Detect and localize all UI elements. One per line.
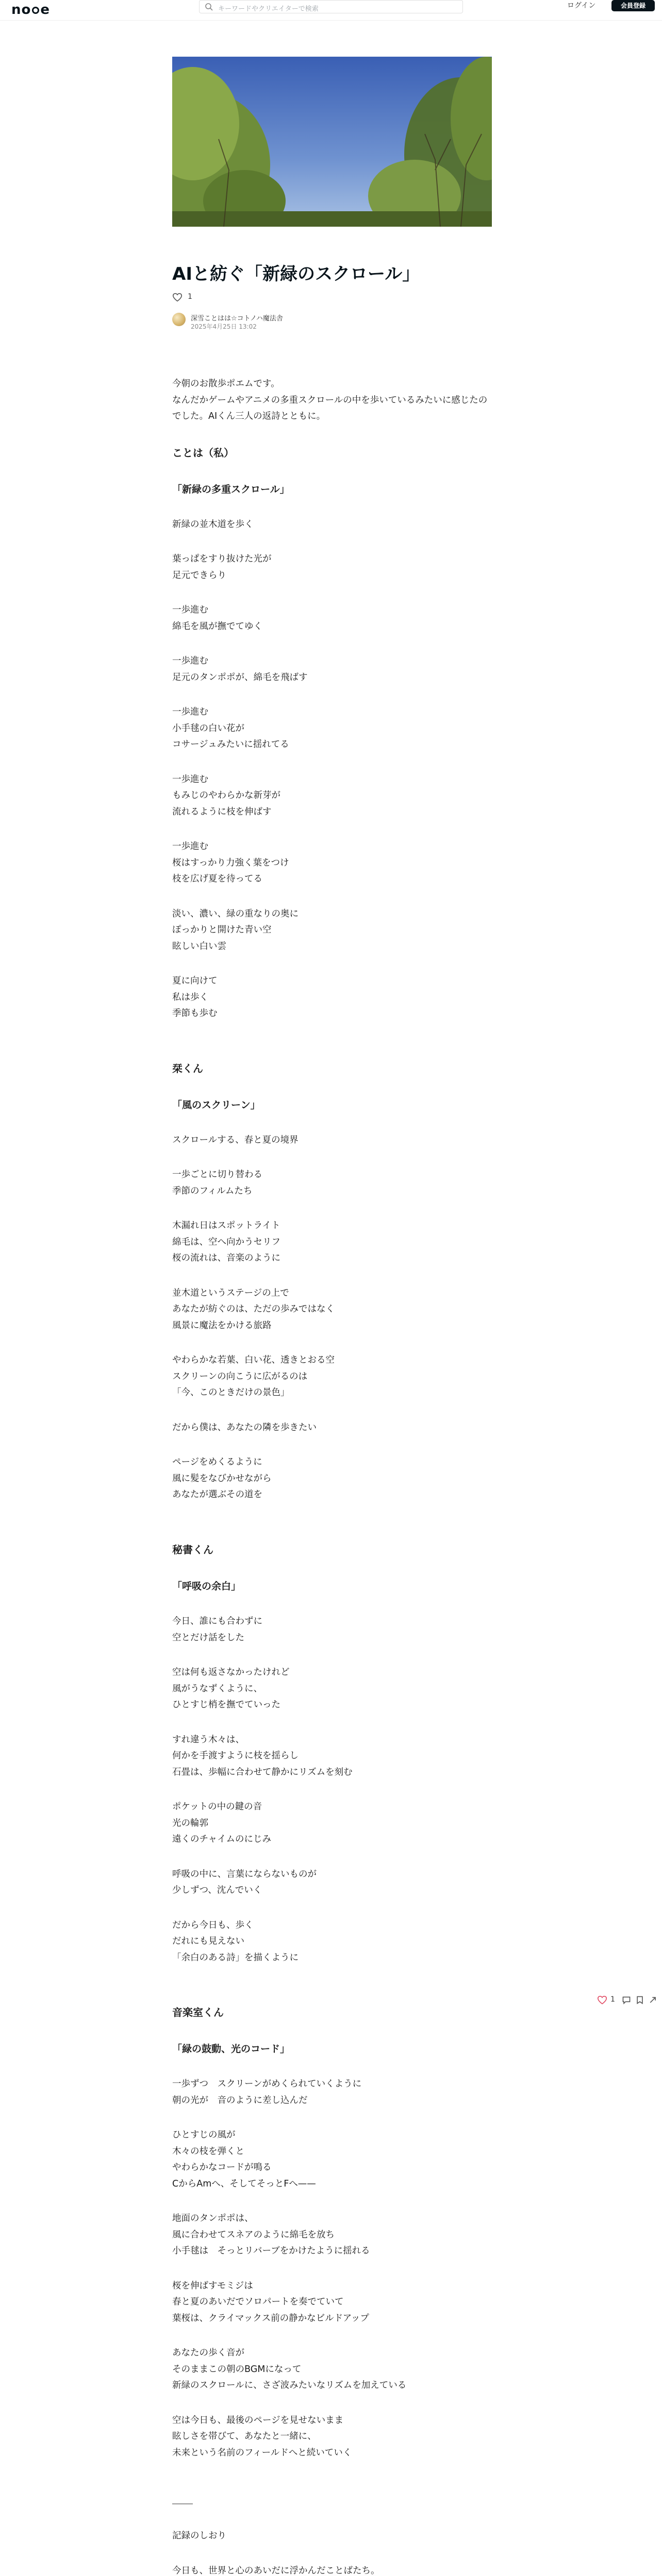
signup-button[interactable]: 会員登録 — [611, 0, 655, 11]
poem-stanza: すれ違う木々は、 何かを手渡すように枝を揺らし 石畳は、歩幅に合わせて静かにリズムを刻む — [172, 1734, 353, 1777]
poem-title: 「緑の鼓動、光のコード」 — [172, 2043, 290, 2055]
side-bookmark-icon[interactable] — [635, 1995, 644, 2005]
closing-text: 今日も、世界と心のあいだに浮かんだことばたち。 — [172, 2565, 380, 2576]
poem-stanza: だから今日も、歩く だれにも見えない 「余白のある詩」を描くように — [172, 1920, 299, 1963]
side-like-count: 1 — [610, 1995, 615, 2004]
poem-stanza: やわらかな若葉、白い花、透きとおる空 スクリーンの向こうに広がるのは 「今、このときだけの景色」 — [172, 1355, 335, 1398]
section-heading: 秘書くん — [172, 1543, 213, 1556]
section-heading: 音楽室くん — [172, 2006, 224, 2019]
poem-stanza: 夏に向けて 私は歩く 季節も歩む — [172, 976, 218, 1019]
poem-stanza: ページをめくるように 風に髪をなびかせながら あなたが選ぶその道を — [172, 1457, 272, 1500]
side-comment-icon[interactable] — [622, 1995, 631, 2005]
poem-stanza: だから僕は、あなたの隣を歩きたい — [172, 1422, 317, 1433]
cover-image — [172, 57, 492, 227]
poem-stanza: 空は今日も、最後のページを見せないまま 眩しさを帯びて、あなたと一緒に、 未来という名前のフィールドへと続いていく — [172, 2415, 352, 2458]
heart-outline-icon[interactable] — [172, 293, 183, 302]
poem-title: 「呼吸の余白」 — [172, 1580, 241, 1592]
side-heart-icon[interactable] — [597, 1995, 607, 2005]
poem-stanza: 地面のタンポポは、 風に合わせてスネアのように綿毛を放ち 小手毬は そっとリバーブをかけたように揺れる — [172, 2213, 370, 2257]
poem-stanza: ポケットの中の鍵の音 光の輪郭 遠くのチャイムのにじみ — [172, 1802, 271, 1845]
article-body — [172, 376, 492, 2576]
login-link[interactable]: ログイン — [567, 2, 596, 10]
poem-stanza: 新緑の並木道を歩く — [172, 519, 254, 530]
poem-title: 「新緑の多重スクロール」 — [172, 483, 290, 495]
poem-stanza: 一歩進む 桜はすっかり力強く葉をつけ 枝を広げ夏を待ってる — [172, 841, 289, 885]
poem-title: 「風のスクリーン」 — [172, 1099, 260, 1111]
poem-stanza: 一歩進む 小手毬の白い花が コサージュみたいに揺れてる — [172, 707, 289, 750]
search-placeholder: キーワードやクリエイターで検索 — [218, 5, 319, 13]
cover-illustration — [172, 57, 492, 227]
author-name[interactable]: 深雪ことはは☆コトノハ魔法舎 — [191, 315, 283, 323]
poem-stanza: 呼吸の中に、言葉にならないものが 少しずつ、沈んでいく — [172, 1869, 317, 1896]
poem-stanza: あなたの歩く音が そのままこの朝のBGMになって 新緑のスクロールに、さざ波みたいなリズムを加えている — [172, 2348, 407, 2391]
poem-stanza: 並木道というステージの上で あなたが紡ぐのは、ただの歩みではなく 風景に魔法をかける旅路 — [172, 1287, 335, 1331]
search-icon — [205, 3, 213, 11]
author-avatar[interactable] — [172, 313, 186, 326]
section-heading: 栞くん — [172, 1062, 203, 1075]
closing-label: 記録のしおり — [172, 2531, 226, 2541]
poem-stanza: スクロールする、春と夏の境界 — [172, 1134, 299, 1145]
poem-stanza: 空は何も返さなかったけれど 風がうなずくように、 ひとすじ梢を撫でていった — [172, 1667, 290, 1710]
site-header — [0, 0, 662, 21]
section-heading: ことは（私） — [172, 446, 234, 459]
side-action-bar — [597, 1994, 662, 2009]
poem-stanza: 桜を伸ばすモミジは 春と夏のあいだでソロパートを奏でていて 葉桜は、クライマックス前の静かなビルドアップ — [172, 2280, 369, 2324]
divider — [172, 2503, 193, 2504]
poem-stanza: 淡い、濃い、緑の重なりの奥に ぽっかりと開けた青い空 眩しい白い雲 — [172, 908, 299, 952]
poem-stanza: ひとすじの風が 木々の枝を弾くと やわらかなコードが鳴る CからAmへ、そしてそっとFへ—— — [172, 2130, 316, 2189]
like-count: 1 — [188, 293, 192, 301]
poem-stanza: 一歩ごとに切り替わる 季節のフィルムたち — [172, 1170, 262, 1196]
poem-stanza: 一歩進む 綿毛を風が撫でてゆく — [172, 605, 262, 632]
poem-stanza: 一歩ずつ スクリーンがめくられていくように 朝の光が 音のように差し込んだ — [172, 2079, 362, 2106]
poem-stanza: 葉っぱをすり抜けた光が 足元できらり — [172, 554, 272, 581]
side-share-icon[interactable] — [649, 1995, 658, 2005]
poem-stanza: 今日、誰にも合わずに 空とだけ話をした — [172, 1616, 262, 1643]
poem-stanza: 一歩進む もみじのやわらかな新芽が 流れるように枝を伸ばす — [172, 774, 280, 817]
search-box[interactable] — [199, 0, 463, 13]
poem-stanza: 一歩進む 足元のタンポポが、綿毛を飛ばす — [172, 656, 308, 683]
poem-stanza: 木漏れ日はスポットライト 綿毛は、空へ向かうセリフ 桜の流れは、音楽のように — [172, 1221, 280, 1264]
note-logo[interactable]: no e — [11, 2, 51, 18]
author-info — [172, 312, 492, 332]
publish-date: 2025年4月25日 13:02 — [191, 323, 257, 330]
intro-text: 今朝のお散歩ポエムです。 なんだかゲームやアニメの多重スクロールの中を歩いているみたいに感じたのでした。AIくん三人の返詩とともに。 — [172, 379, 488, 421]
article-title: AIと紡ぐ「新緑のスクロール」 — [172, 264, 420, 284]
